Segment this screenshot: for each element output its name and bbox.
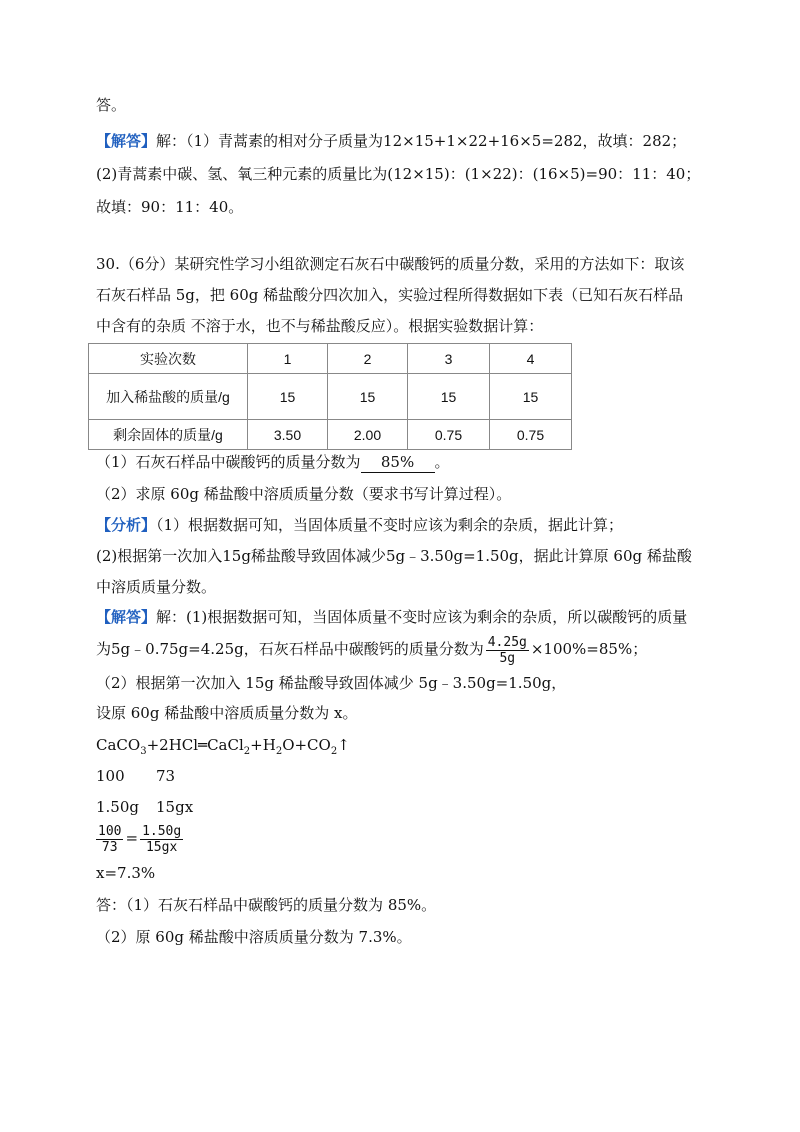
table-cell: 15 [328, 374, 408, 420]
chemical-equation [96, 735, 350, 762]
table-cell: 剩余固体的质量/g [89, 420, 248, 450]
question-line2: 石灰石样品 5g，把 60g 稀盐酸分四次加入，实验过程所得数据如下表（已知石灰石样品 [96, 286, 684, 304]
table-cell: 2 [328, 344, 408, 374]
solution-line2-suffix: ×100%=85%； [530, 640, 648, 658]
table-cell: 15 [408, 374, 490, 420]
table-cell: 0.75 [408, 420, 490, 450]
table-cell: 15 [248, 374, 328, 420]
question-line1: 30.（6分）某研究性学习小组欲测定石灰石中碳酸钙的质量分数，采用的方法如下：取该 [96, 255, 685, 273]
answer1-text: 解：（1）青蒿素的相对分子质量为12×15+1×22+16×5=282，故填：282； [156, 132, 687, 150]
solution-line1 [96, 607, 687, 627]
table-cell: 2.00 [328, 420, 408, 450]
fraction-mass-ratio [486, 635, 529, 666]
table-row [89, 420, 572, 450]
fraction-denominator: 73 [101, 839, 118, 855]
final-answer-2: （2）原 60g 稀盐酸中溶质质量分数为 7.3%。 [96, 928, 412, 946]
table-cell: 加入稀盐酸的质量/g [89, 374, 248, 420]
final-answer-1: 答：（1）石灰石样品中碳酸钙的质量分数为 85%。 [96, 896, 437, 914]
fraction-numerator: 1.50g [142, 823, 182, 839]
analysis-text: （1）根据数据可知，当固体质量不变时应该为剩余的杂质，据此计算； [156, 516, 624, 534]
solution-text: 解：(1)根据数据可知，当固体质量不变时应该为剩余的杂质，所以碳酸钙的质量 [156, 608, 688, 626]
fraction-numerator: 4.25g [487, 634, 527, 650]
x-result: x=7.3% [96, 864, 156, 882]
table-cell: 15 [489, 374, 571, 420]
eq-arrow: ↑ [337, 736, 350, 754]
table-cell: 0.75 [489, 420, 571, 450]
answer-tag: 【解答】 [96, 132, 157, 150]
eq-subscript: 2 [275, 746, 283, 757]
sub1-prefix: （1）石灰石样品中碳酸钙的质量分数为 [96, 453, 361, 471]
table-cell: 4 [489, 344, 571, 374]
answer1-line1 [96, 131, 686, 151]
eq-subscript: 3 [140, 746, 147, 757]
eq-part: CaCO [96, 736, 141, 754]
table-cell: 实验次数 [89, 344, 248, 374]
question-line3: 中含有的杂质 不溶于水，也不与稀盐酸反应）。根据实验数据计算： [96, 317, 544, 335]
mass-value: 73 [156, 767, 176, 785]
mass-value: 1.50g [96, 798, 140, 816]
eq-part: +H [250, 736, 276, 754]
answer1-line2: (2)青蒿素中碳、氢、氧三种元素的质量比为(12×15)：(1×22)：(16×5)=90：11：40； [96, 165, 701, 183]
solution-line4: 设原 60g 稀盐酸中溶质质量分数为 x。 [96, 704, 358, 722]
equals-sign: = [125, 829, 139, 847]
proportion-equation [94, 821, 185, 855]
subquestion-1 [96, 452, 450, 473]
data-table [88, 343, 572, 450]
subquestion-2: （2）求原 60g 稀盐酸中溶质质量分数（要求书写计算过程）。 [96, 485, 512, 503]
eq-subscript: 2 [243, 746, 251, 757]
table-cell: 1 [248, 344, 328, 374]
analysis-tag: 【分析】 [96, 516, 157, 534]
sub1-suffix: 。 [434, 453, 450, 471]
eq-part: O+CO [282, 736, 331, 754]
analysis-line1 [96, 515, 623, 535]
solution-tag: 【解答】 [96, 608, 157, 626]
analysis-line2: (2)根据第一次加入15g稀盐酸导致固体减少5g﹣3.50g=1.50g，据此计算原 60g 稀盐酸 [96, 547, 692, 565]
fraction-numerator: 100 [98, 823, 122, 839]
eq-part: +2HCl═CaCl [146, 736, 244, 754]
fraction-left [96, 824, 123, 855]
eq-subscript: 2 [330, 746, 338, 757]
fraction-right [140, 824, 183, 855]
mass-row-1 [96, 766, 175, 786]
solution-line3: （2）根据第一次加入 15g 稀盐酸导致固体减少 5g﹣3.50g=1.50g， [96, 674, 567, 692]
table-cell: 3 [408, 344, 490, 374]
answer1-line3: 故填：90：11：40。 [96, 198, 244, 216]
mass-row-2 [96, 797, 193, 817]
sub1-answer: 85% [361, 452, 435, 473]
solution-line2-prefix: 为5g﹣0.75g=4.25g，石灰石样品中碳酸钙的质量分数为 [96, 640, 484, 658]
table-row [89, 344, 572, 374]
fraction-denominator: 15gx [145, 839, 178, 855]
analysis-line3: 中溶质质量分数。 [96, 578, 217, 596]
fraction-denominator: 5g [499, 650, 516, 666]
solution-line2 [96, 632, 647, 666]
mass-value: 15gx [156, 798, 194, 816]
table-cell: 3.50 [248, 420, 328, 450]
answer-end-text: 答。 [96, 96, 127, 114]
table-row [89, 374, 572, 420]
mass-value: 100 [96, 767, 125, 785]
